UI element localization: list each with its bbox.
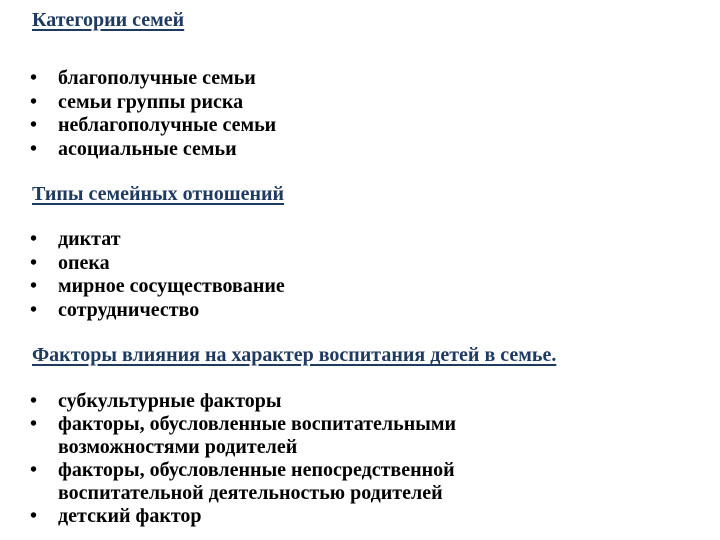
bullet-icon: •	[30, 413, 38, 435]
bullet-icon: •	[30, 90, 38, 113]
list-item-text: неблагополучные семьи	[58, 114, 277, 136]
list-item	[30, 228, 285, 252]
list-item	[30, 67, 276, 91]
list-item	[30, 505, 456, 528]
bullet-icon: •	[30, 298, 38, 321]
list-item-text-continuation: возможностями родителей	[58, 436, 298, 458]
list-item	[30, 275, 285, 299]
bullet-icon: •	[30, 275, 38, 297]
list-item-text: субкультурные факторы	[58, 390, 282, 412]
bullet-icon: •	[30, 459, 38, 481]
family-categories-list	[30, 67, 276, 161]
bullet-icon: •	[30, 228, 38, 250]
bullet-icon: •	[30, 251, 38, 274]
family-relations-list	[30, 228, 285, 322]
bullet-icon: •	[30, 137, 38, 160]
list-item	[30, 91, 276, 115]
section-heading-family-relations: Типы семейных отношений	[32, 183, 285, 205]
section-heading-family-categories: Категории семей	[32, 9, 185, 31]
list-item-text: сотрудничество	[58, 298, 200, 321]
list-item	[30, 299, 285, 323]
list-item	[30, 390, 456, 413]
bullet-icon: •	[30, 390, 38, 412]
upbringing-factors-list	[30, 390, 456, 528]
list-item-text: благополучные семьи	[58, 67, 256, 89]
list-item-text: факторы, обусловленные воспитательными	[58, 413, 456, 435]
bullet-icon: •	[30, 67, 38, 89]
list-item-text: мирное сосуществование	[58, 275, 285, 297]
list-item-text: факторы, обусловленные непосредственной	[58, 459, 455, 481]
list-item-text: детский фактор	[58, 505, 202, 527]
bullet-icon: •	[30, 114, 38, 136]
list-item	[30, 413, 456, 459]
list-item-text: диктат	[58, 228, 121, 250]
section-heading-upbringing-factors: Факторы влияния на характер воспитания детей в семье.	[32, 344, 557, 366]
list-item	[30, 138, 276, 162]
list-item	[30, 459, 456, 505]
list-item	[30, 252, 285, 276]
list-item-text: опека	[58, 251, 110, 274]
list-item	[30, 114, 276, 138]
list-item-text-continuation: воспитательной деятельностью родителей	[58, 482, 443, 504]
list-item-text: семьи группы риска	[58, 90, 244, 113]
list-item-text: асоциальные семьи	[58, 137, 237, 160]
bullet-icon: •	[30, 505, 38, 527]
